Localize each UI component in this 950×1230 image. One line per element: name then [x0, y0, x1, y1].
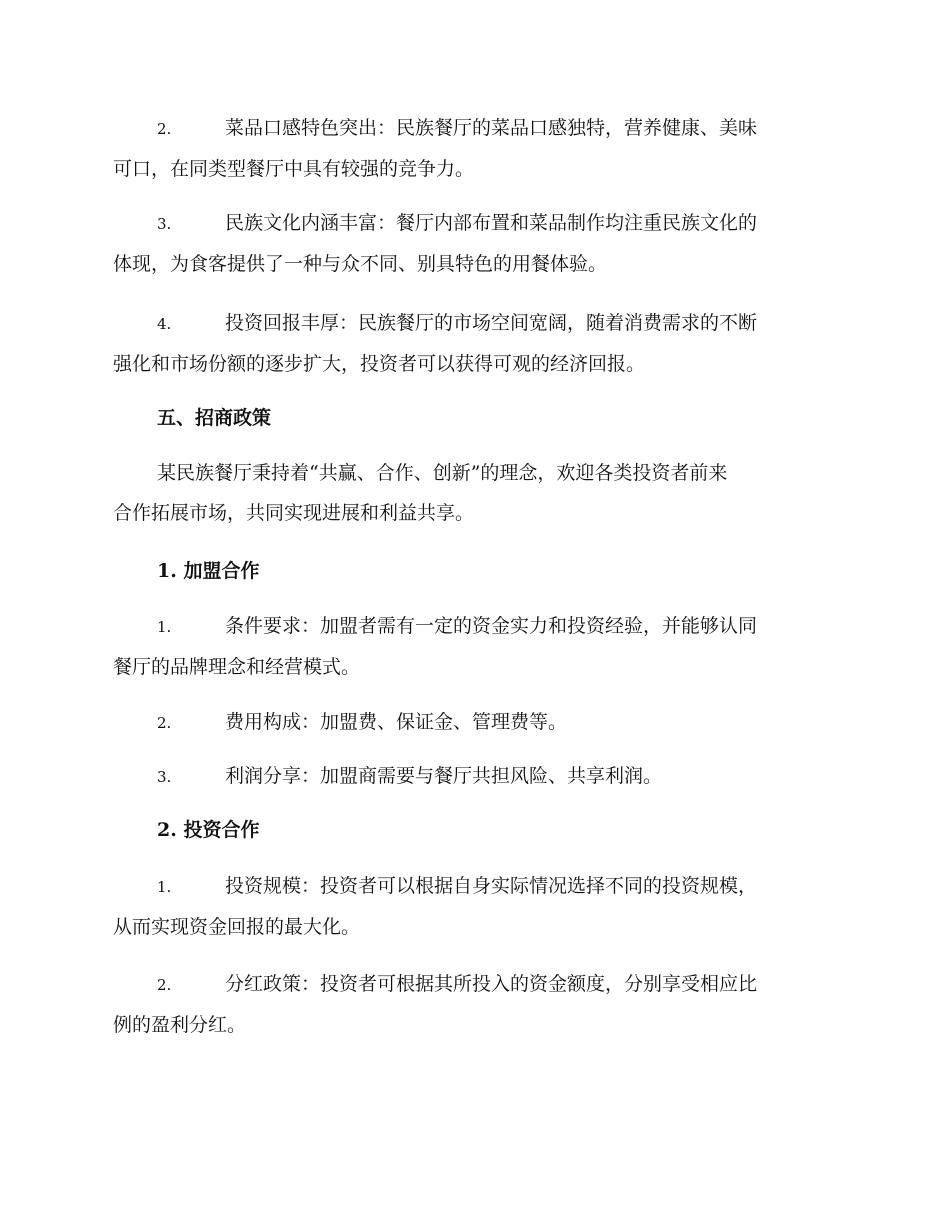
- item-text-continued: 例的盈利分红。: [113, 1014, 247, 1036]
- list-item: [113, 108, 833, 189]
- item-text: 条件要求：加盟者需有一定的资金实力和投资经验，并能够认同: [225, 615, 758, 637]
- section-heading: 五、招商政策: [157, 407, 272, 429]
- item-text-continued: 可口，在同类型餐厅中具有较强的竞争力。: [113, 158, 475, 180]
- subsection-heading: 1. 加盟合作: [157, 560, 260, 582]
- item-text-continued: 餐厅的品牌理念和经营模式。: [113, 656, 361, 678]
- item-text-continued: 强化和市场份额的逐步扩大，投资者可以获得可观的经济回报。: [113, 353, 646, 375]
- item-number: 2.: [157, 714, 172, 732]
- list-item: [113, 866, 833, 947]
- item-number: 1.: [157, 618, 172, 636]
- item-number: 3.: [157, 768, 172, 786]
- item-text-continued: 从而实现资金回报的最大化。: [113, 916, 361, 938]
- item-text: 投资规模：投资者可以根据自身实际情况选择不同的投资规模，: [225, 875, 758, 897]
- item-text-continued: 体现，为食客提供了一种与众不同、别具特色的用餐体验。: [113, 253, 608, 275]
- item-number: 2.: [157, 120, 172, 138]
- subsection-heading: 2. 投资合作: [157, 819, 260, 841]
- intro-paragraph: [113, 453, 833, 533]
- item-text: 分红政策：投资者可根据其所投入的资金额度，分别享受相应比: [225, 973, 758, 995]
- paragraph-text: 某民族餐厅秉持着“共赢、合作、创新”的理念，欢迎各类投资者前来: [157, 462, 728, 484]
- item-text: 菜品口感特色突出：民族餐厅的菜品口感独特，营养健康、美味: [225, 117, 758, 139]
- list-item: [113, 203, 833, 284]
- item-number: 3.: [157, 215, 172, 233]
- list-item: [113, 964, 833, 1045]
- paragraph-text-continued: 合作拓展市场，共同实现进展和利益共享。: [113, 502, 475, 524]
- item-text: 费用构成：加盟费、保证金、管理费等。: [225, 711, 568, 733]
- item-number: 2.: [157, 976, 172, 994]
- list-item: [113, 702, 833, 743]
- item-text: 投资回报丰厚：民族餐厅的市场空间宽阔，随着消费需求的不断: [225, 312, 758, 334]
- item-number: 1.: [157, 878, 172, 896]
- item-number: 4.: [157, 315, 172, 333]
- item-text: 民族文化内涵丰富：餐厅内部布置和菜品制作均注重民族文化的: [225, 212, 758, 234]
- list-item: [113, 303, 833, 384]
- item-text: 利润分享：加盟商需要与餐厅共担风险、共享利润。: [225, 765, 663, 787]
- list-item: [113, 756, 833, 797]
- list-item: [113, 606, 833, 687]
